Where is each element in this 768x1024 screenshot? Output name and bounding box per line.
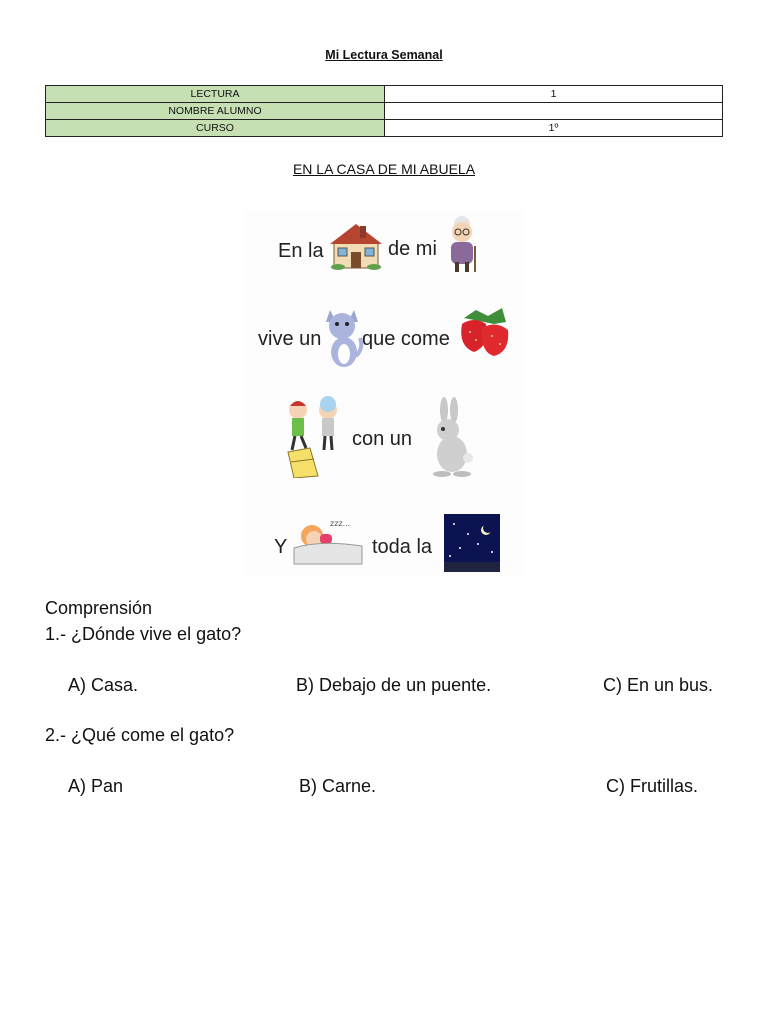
grandmother-icon	[442, 214, 482, 274]
comprehension-title: Comprensión	[45, 598, 153, 618]
children-playing-hopscotch-icon	[274, 396, 350, 478]
nombre-alumno-field[interactable]	[385, 103, 723, 120]
strawberries-icon	[454, 306, 514, 360]
rebus-word: En la	[278, 240, 324, 262]
question-2: 2.- ¿Qué come el gato?	[45, 725, 235, 745]
night-sky-icon	[444, 514, 500, 572]
question-1: 1.- ¿Dónde vive el gato?	[45, 624, 242, 644]
rebus-word: toda la	[372, 536, 433, 558]
lectura-value: 1	[385, 86, 723, 103]
table-row	[46, 86, 723, 103]
rebus-image	[244, 210, 524, 576]
q2-option-a[interactable]: A) Pan	[68, 776, 124, 796]
document-title: Mi Lectura Semanal	[325, 48, 443, 62]
rebus-word: de mi	[388, 238, 437, 260]
table-row	[46, 120, 723, 137]
story-title: EN LA CASA DE MI ABUELA	[292, 161, 476, 177]
table-row	[46, 103, 723, 120]
curso-value: 1º	[385, 120, 723, 137]
cat-icon	[324, 304, 364, 368]
info-table	[45, 85, 723, 137]
lectura-label: LECTURA	[46, 86, 385, 103]
rabbit-icon	[428, 396, 474, 478]
q2-option-c[interactable]: C) Frutillas.	[606, 776, 699, 796]
rebus-word: que come	[362, 328, 450, 350]
house-icon	[330, 220, 382, 270]
curso-label: CURSO	[46, 120, 385, 137]
rebus-word: con un	[352, 428, 413, 450]
q1-option-c[interactable]: C) En un bus.	[603, 675, 714, 695]
q1-option-b[interactable]: B) Debajo de un puente.	[296, 675, 492, 695]
rebus-word: vive un	[258, 328, 322, 350]
svg-text:zzz...: zzz...	[330, 519, 351, 528]
nombre-alumno-label: NOMBRE ALUMNO	[46, 103, 385, 120]
sleeping-child-icon	[290, 514, 366, 566]
q2-option-b[interactable]: B) Carne.	[299, 776, 377, 796]
q1-option-a[interactable]: A) Casa.	[68, 675, 139, 695]
rebus-word: Y	[274, 536, 288, 558]
